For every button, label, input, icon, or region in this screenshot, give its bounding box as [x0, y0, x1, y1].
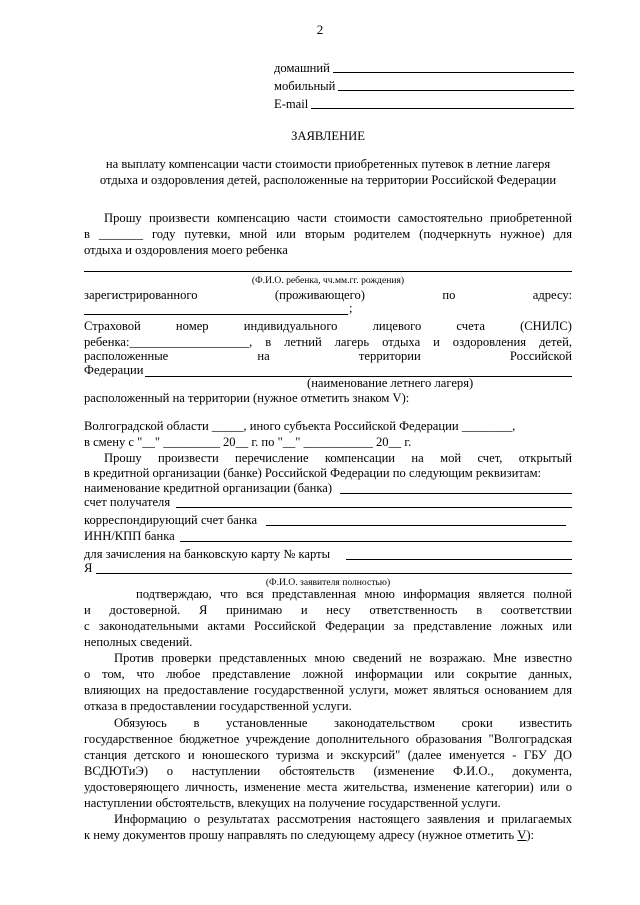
results-line-2 — [84, 827, 534, 843]
page-number: 2 — [316, 22, 324, 37]
mobile-phone-field — [274, 78, 574, 94]
confirm-line-4: неполных сведений. — [84, 635, 193, 649]
transfer-line-2: в кредитной организации (банке) Российской Федерации по следующим реквизитам: — [84, 466, 542, 480]
obligation-line-1: Обязуюсь в установленные законодательством сроки известить — [114, 716, 572, 730]
obligation-line-6: наступлении обстоятельств, влекущих на получение государственной услуги. — [84, 796, 501, 810]
obligation-line-4: ВСДЮТиЭ) о наступлении обстоятельств (изменение Ф.И.О., документа, — [84, 764, 572, 778]
bank-name-label: наименование кредитной организации (банка) — [84, 481, 333, 495]
obligation-line-3: станция детского и юношеского туризма и экскурсий" (далее именуется - ГБУ ДО — [84, 748, 572, 762]
card-number-label: для зачисления на банковскую карту № карты — [84, 547, 331, 561]
correspondent-account-line — [266, 525, 566, 526]
located-line: расположенные на территории Российской — [84, 349, 572, 363]
subtitle-line-2: отдыха и оздоровления детей, расположенные на территории Российской Федерации — [99, 173, 557, 187]
document-title: ЗАЯВЛЕНИЕ — [291, 129, 365, 143]
obligation-line-2: государственное бюджетное учреждение дополнительного образования "Волгоградская — [84, 732, 572, 746]
home-phone-label: домашний — [274, 61, 330, 75]
snils-line-2: ребенка:___________________, в летний лагерь отдыха и оздоровления детей, — [84, 335, 572, 349]
mobile-phone-label: мобильный — [274, 79, 336, 93]
recipient-account-label: счет получателя — [84, 495, 171, 509]
obligation-line-5: удостоверяющего личность, изменение места жительства, изменение категории) или о — [84, 780, 572, 794]
mobile-phone-line — [338, 90, 574, 91]
no-objection-line-2: о том, что любое представление ложной информации или сокрытие данных, — [84, 667, 572, 681]
results-line-1: Информацию о результатах рассмотрения настоящего заявления и прилагаемых — [114, 812, 572, 826]
correspondent-account-label: корреспондирующий счет банка — [84, 513, 258, 527]
federation-word: Федерации — [84, 363, 144, 377]
recipient-account-line — [176, 507, 572, 508]
camp-caption: (наименование летнего лагеря) — [307, 376, 474, 390]
address-semicolon: ; — [349, 301, 353, 315]
applicant-i: Я — [84, 561, 93, 575]
registered-line: зарегистрированного (проживающего) по адресу: — [84, 288, 572, 302]
no-objection-line-3: влияющих на предоставление государственной услуги, может являться основанием для — [84, 683, 572, 697]
email-label: E-mail — [274, 97, 309, 111]
request-line-1: Прошу произвести компенсацию части стоимости самостоятельно приобретенной — [104, 211, 572, 225]
home-phone-line — [333, 72, 574, 73]
card-number-line — [346, 559, 572, 560]
child-caption: (Ф.И.О. ребенка, чч.мм.гг. рождения) — [251, 275, 405, 286]
bank-name-line — [340, 493, 572, 494]
confirm-line-2: и достоверной. Я принимаю и несу ответственность в соответствии — [84, 603, 572, 617]
snils-line-1: Страховой номер индивидуального лицевого счета (СНИЛС) — [84, 319, 572, 333]
results-line-2-text: к нему документов прошу направлять по следующему адресу (нужное отметить — [84, 828, 515, 842]
no-objection-line-1: Против проверки представленных мною сведений не возражаю. Мне известно — [114, 651, 572, 665]
address-line — [84, 314, 348, 315]
results-line-2-end: ): — [526, 828, 535, 842]
inn-kpp-line — [180, 541, 572, 542]
subtitle-line-1: на выплату компенсации части стоимости приобретенных путевок в летние лагеря — [105, 157, 551, 171]
territory-prompt: расположенный на территории (нужное отметить знаком V): — [84, 391, 410, 405]
home-phone-field — [274, 60, 574, 76]
shift-line: в смену с "__" _________ 20__ г. по "__" ___________ 20__ г. — [84, 435, 412, 449]
region-line: Волгоградской области _____, иного субъекта Российской Федерации ________, — [84, 419, 516, 433]
check-mark-v: V — [517, 828, 527, 842]
confirm-line-3: с законодательными актами Российской Федерации за представление ложных или — [84, 619, 572, 633]
no-objection-line-4: отказа в предоставлении государственной услуги. — [84, 699, 352, 713]
email-line — [311, 108, 574, 109]
transfer-line-1: Прошу произвести перечисление компенсации на мой счет, открытый — [104, 451, 572, 465]
email-field — [274, 96, 574, 112]
inn-kpp-label: ИНН/КПП банка — [84, 529, 175, 543]
request-line-3: отдыха и оздоровления моего ребенка — [84, 243, 288, 257]
confirm-line-1: подтверждаю, что вся представленная мною информация является полной — [136, 587, 572, 601]
applicant-caption: (Ф.И.О. заявителя полностью) — [265, 577, 391, 588]
request-line-2: в _______ году путевки, мной или вторым родителем (подчеркнуть нужное) для — [84, 227, 572, 241]
